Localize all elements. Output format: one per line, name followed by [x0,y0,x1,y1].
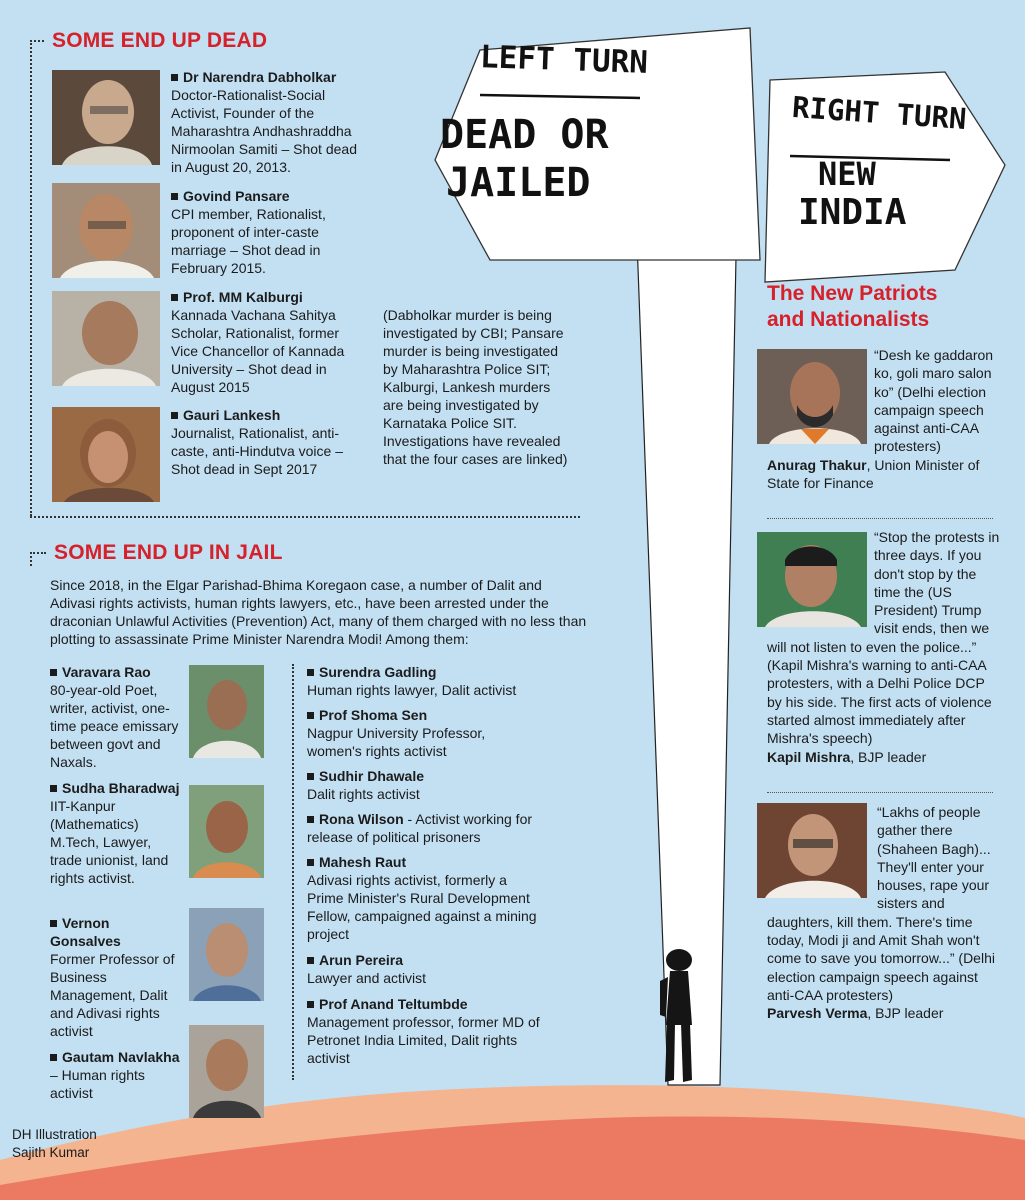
quote-speaker: Anurag Thakur [767,456,867,473]
bullet-icon [50,669,57,676]
person-name: Prof Anand Teltumbde [319,996,468,1012]
illustration-credit [12,1126,97,1162]
person-name: Varavara Rao [62,664,151,680]
bullet-icon [307,712,314,719]
dead-section-border-left [30,40,32,516]
bullet-icon [307,957,314,964]
bullet-icon [307,859,314,866]
person-name: Dr Narendra Dabholkar [183,69,337,85]
quote-text: “Stop the protests in three days. If you don't stop by the time the (US President) Trump visit ends, then we will not listen to even the police...” (Kapil Mishra's warning to anti-CAA protesters, with a Delhi Police DCP by his side. The first acts of violence started almost immediately after Mishra's speech) [767,529,1000,747]
quote-speaker: Kapil Mishra [767,748,851,765]
bullet-icon [171,412,178,419]
kalburgi-photo [52,291,160,386]
bullet-icon [307,773,314,780]
jail-section-title: SOME END UP IN JAIL [54,541,283,564]
person-desc: Former Professor of Business Management, Dalit and Adivasi rights activist [50,951,175,1039]
jail-entry-raut [307,853,542,943]
person-desc: – Human rights activist [50,1067,145,1101]
bharadwaj-photo [189,785,264,878]
person-name: Govind Pansare [183,188,290,204]
rao-photo [189,665,264,758]
person-name: Rona Wilson [319,811,404,827]
credit-line2: Sajith Kumar [12,1145,90,1160]
bullet-icon [50,920,57,927]
quote-text: “Lakhs of people gather there (Shaheen Bagh)... They'll enter your houses, rape your sisters and daughters, kill them. There's time today, Modi ji and Amit Shah won't come to save you tomorrow...” (Delhi election campaign speech against anti-CAA protesters) [767,804,995,1003]
photo-spacer [767,803,877,911]
person-name: Prof Shoma Sen [319,707,428,723]
jail-column-divider [292,664,294,1080]
right-sign-line2: INDIA [798,192,907,233]
dead-section-title: SOME END UP DEAD [52,29,268,52]
navlakha-photo [189,1025,264,1118]
person-name: Vernon Gonsalves [50,915,121,949]
right-sign-line1: NEW [818,155,876,193]
person-name: Surendra Gadling [319,664,437,680]
dead-investigation-note: (Dabholkar murder is being investigated by CBI; Pansare murder is being investigated by Maharashtra Police SIT; Kalburgi, Lankesh murders are being investigated by Karnataka Police SIT. Investigations have revealed that the four cases are linked) [383,307,568,467]
quote-role: , BJP leader [850,748,927,765]
right-sign-title: RIGHT TURN [791,89,968,137]
person-desc: Doctor-Rationalist-Social Activist, Founder of the Maharashtra Andhashraddha Nirmoolan Samiti – Shot dead in August 20, 2013. [171,87,357,175]
bullet-icon [50,1054,57,1061]
person-name: Prof. MM Kalburgi [183,289,303,305]
person-desc: Kannada Vachana Sahitya Scholar, Rationalist, former Vice Chancellor of Kannada University – Shot dead in August 2015 [171,307,345,395]
person-name: Mahesh Raut [319,854,407,870]
patriots-title [767,281,937,333]
left-sign-line1: DEAD OR [440,112,609,158]
quote-thakur [767,346,1007,492]
person-desc: Dalit rights activist [307,786,420,802]
dabholkar-photo [52,70,160,165]
jail-entry-dhawale [307,767,527,803]
dead-entry-lankesh [171,406,346,478]
person-name: Arun Pereira [319,952,404,968]
person-name: Sudha Bharadwaj [62,780,180,796]
quote-mishra [767,528,1002,766]
quote-verma [767,803,1007,1023]
person-desc: IIT-Kanpur (Mathematics) M.Tech, Lawyer, trade unionist, land rights activist. [50,798,169,886]
photo-spacer [767,528,874,636]
bullet-icon [171,294,178,301]
person-desc: Journalist, Rationalist, anti-caste, anti-Hindutva voice – Shot dead in Sept 2017 [171,425,343,477]
quote-separator [767,792,993,793]
person-desc: CPI member, Rationalist, proponent of inter-caste marriage – Shot dead in February 2015. [171,206,326,276]
gonsalves-photo [189,908,264,1001]
jail-section-tick [30,552,46,554]
bullet-icon [171,193,178,200]
bullet-icon [307,816,314,823]
jail-section-border-left [30,552,32,566]
left-sign-title: LEFT TURN [479,39,649,81]
jail-entry-bharadwaj [50,779,185,887]
quote-text: “Desh ke gaddaron ko, goli maro salon ko” (Delhi election campaign speech against anti-CAA protesters) [874,347,994,455]
man-figure-illustration [652,945,702,1090]
left-sign-line2: JAILED [446,160,591,206]
bullet-icon [50,785,57,792]
person-desc: Nagpur University Professor, women's rights activist [307,725,486,759]
person-name: Gautam Navlakha [62,1049,180,1065]
person-name: Sudhir Dhawale [319,768,425,784]
dead-entry-dabholkar [171,68,371,176]
person-desc: Management professor, former MD of Petronet India Limited, Dalit rights activist [307,1014,540,1066]
person-name: Gauri Lankesh [183,407,281,423]
jail-entry-wilson [307,810,537,846]
pansare-photo [52,183,160,278]
person-desc: Lawyer and activist [307,970,427,986]
jail-entry-teltumbde [307,995,542,1067]
dead-entry-kalburgi [171,288,361,396]
jail-entry-rao [50,663,185,771]
jail-entry-pereira [307,951,527,987]
dead-section-tick [30,40,44,42]
jail-entry-navlakha [50,1048,185,1102]
jail-entry-sen [307,706,517,760]
dead-entry-pansare [171,187,336,277]
quote-separator [767,518,993,519]
jail-entry-gadling [307,663,577,699]
bullet-icon [171,74,178,81]
jail-intro: Since 2018, in the Elgar Parishad-Bhima Koregaon case, a number of Dalit and Adivasi rights activists, human rights lawyers, etc., have been arrested under the draconian Unlawful Activities (Prevention) Act, many of them charged with no less than plotting to assassinate Prime Minister Narendra Modi! Among them: [50,577,587,647]
bullet-icon [307,1001,314,1008]
quote-role: , BJP leader [867,1005,944,1022]
patriots-title-line2: and Nationalists [767,308,930,331]
jail-entry-gonsalves [50,914,180,1040]
dead-section-border-bottom [30,516,580,518]
photo-spacer [767,346,874,454]
quote-speaker: Parvesh Verma [767,1005,868,1022]
person-desc: Human rights lawyer, Dalit activist [307,682,517,698]
person-desc: Adivasi rights activist, formerly a Prime Minister's Rural Development Fellow, campaigned against a mining project [307,872,537,942]
patriots-title-line1: The New Patriots [767,282,938,305]
credit-line1: DH Illustration [12,1127,97,1142]
lankesh-photo [52,407,160,502]
person-desc: - Activist working for release of political prisoners [307,811,533,845]
person-desc: 80-year-old Poet, writer, activist, one-time peace emissary between govt and Naxals. [50,682,179,770]
bullet-icon [307,669,314,676]
quote-role: , Union Minister of State for Finance [767,456,980,492]
